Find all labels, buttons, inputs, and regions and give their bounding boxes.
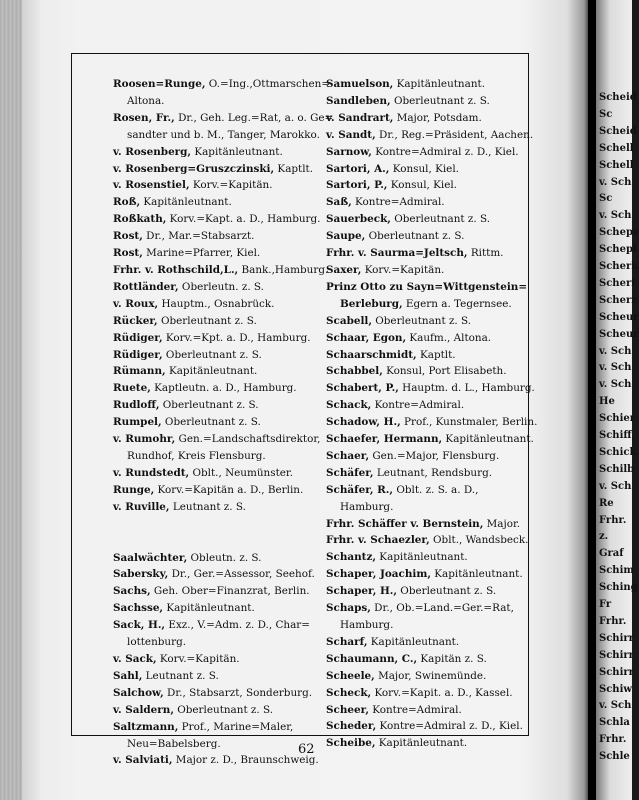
next-page-fragment: Scheid (599, 125, 637, 137)
entry-details: Hauptm. d. L., Hamburg. (398, 382, 535, 395)
entry-name: Rüdiger, (113, 348, 163, 361)
entry-name: Sahl, (113, 669, 143, 682)
directory-entry (326, 93, 526, 110)
entry-details: Korv.=Kapitän a. D., Berlin. (154, 483, 304, 496)
entry-details: O.=Ing.,Ottmarschen= (205, 78, 331, 90)
entry-name: Runge, (113, 483, 155, 496)
entry-details: lottenburg. (127, 636, 187, 649)
entry-details: Kontre=Admiral. (368, 703, 462, 716)
entry-details: Konsul, Port Elisabeth. (382, 365, 507, 378)
book-binding-edge (0, 0, 22, 800)
next-page-fragment: Scheri (599, 277, 636, 289)
entry-name: Frhr. v. Saurma=Jeltsch, (326, 247, 468, 260)
directory-entry (326, 499, 526, 516)
entry-name: v. Sandt, (326, 128, 376, 141)
entry-name: Rost, (113, 247, 143, 260)
entry-details: Kapitänleutnant. (165, 365, 258, 378)
entry-name: Scheck, (326, 686, 372, 699)
entry-name: Salchow, (113, 686, 164, 699)
directory-entry (113, 685, 318, 702)
entry-name: Saxer, (326, 263, 362, 276)
left-column (113, 76, 334, 769)
next-page-fragment: v. Sch (599, 700, 632, 712)
directory-entry (113, 245, 318, 262)
entry-details: Dr., Reg.=Präsident, Aachen. (375, 128, 534, 141)
directory-entry (113, 144, 318, 161)
next-page-fragment: Schla (599, 717, 630, 729)
directory-entry (113, 583, 318, 600)
entry-details: Hamburg. (340, 500, 394, 513)
entry-details: Major, Swinemünde. (374, 669, 487, 682)
next-page-edge (596, 0, 639, 800)
entry-details: Oberleutnant z. S. (390, 213, 491, 226)
entry-name: Saß, (326, 196, 352, 209)
entry-details: Rittm. (467, 247, 504, 260)
directory-entry (326, 516, 526, 533)
directory-entry (113, 702, 318, 719)
directory-entry (113, 347, 318, 364)
entry-name: v. Saldern, (113, 703, 174, 716)
entry-name: Saupe, (326, 230, 366, 243)
entry-details: Konsul, Kiel. (389, 162, 459, 175)
entry-details: Oberleutnant z. S. (159, 399, 259, 412)
directory-entry (113, 211, 321, 228)
next-page-fragment: z. (599, 531, 609, 543)
directory-entry (113, 482, 318, 499)
entry-name: Saalwächter, (113, 551, 188, 564)
directory-entry (326, 465, 526, 482)
entry-details: Gen.=Landschaftsdirektor, (175, 433, 321, 446)
directory-entry (113, 161, 318, 178)
entry-name: Prinz Otto zu Sayn=Wittgenstein= (326, 280, 528, 293)
entry-details: Geh. Ober=Finanzrat, Berlin. (150, 585, 310, 598)
entry-details: Kaptlt. (274, 162, 314, 175)
next-page-fragment: v. Sch (599, 480, 632, 492)
entry-details: Major, Potsdam. (393, 111, 482, 124)
next-page-fragment: Sching (599, 582, 638, 594)
next-page-fragment: Schell (599, 142, 634, 154)
entry-name: Scabell, (326, 314, 372, 327)
directory-entry (326, 532, 529, 549)
directory-entry (326, 735, 526, 752)
entry-name: Samuelson, (326, 78, 394, 90)
entry-details: Kaufm., Altona. (406, 331, 492, 344)
entry-name: Sachsse, (113, 602, 164, 615)
entry-name: Sabersky, (113, 568, 169, 581)
entry-details: Leutnant z. S. (142, 669, 219, 682)
entry-name: Schaps, (326, 602, 371, 615)
directory-entry (113, 228, 318, 245)
directory-entry (326, 245, 526, 262)
entry-name: Schaar, Egon, (326, 331, 407, 344)
directory-entry (326, 600, 526, 617)
directory-entry (113, 736, 318, 753)
entry-name: Sartori, A., (326, 162, 390, 175)
next-page-fragment: Frhr. (599, 615, 627, 627)
entry-details: Egern a. Tegernsee. (402, 297, 512, 310)
directory-entry (326, 177, 526, 194)
entry-details: Oberleutnant z. S. (371, 314, 472, 327)
entry-name: v. Rumohr, (113, 433, 176, 446)
directory-entry (326, 482, 526, 499)
entry-details: Korv.=Kapit. a. D., Kassel. (371, 686, 513, 699)
entry-name: Frhr. v. Rothschild,L., (113, 263, 239, 276)
entry-name: Schaefer, Hermann, (326, 433, 443, 446)
directory-entry (113, 668, 318, 685)
entry-details: Kapitänleutnant. (442, 433, 534, 446)
entry-name: Rüdiger, (113, 331, 163, 344)
directory-entry (113, 634, 318, 651)
directory-entry (326, 313, 526, 330)
entry-name: v. Rundstedt, (113, 466, 190, 479)
entry-details: Obleutn. z. S. (187, 551, 262, 564)
next-page-fragment: Schell (599, 159, 634, 171)
entry-details: Hamburg. (340, 619, 394, 631)
entry-name: Sandleben, (326, 94, 391, 107)
next-page-fragment: Schirr (599, 649, 634, 661)
entry-name: Roß, (113, 196, 141, 209)
entry-name: Schäfer, (326, 466, 374, 479)
directory-entry (326, 566, 526, 583)
directory-entry (113, 397, 318, 414)
entry-name: Schantz, (326, 551, 376, 564)
entry-details: Korv.=Kapitän. (156, 653, 240, 665)
entry-details: Prof., Kunstmaler, Berlin. (400, 416, 538, 429)
directory-entry (326, 380, 535, 397)
entry-name: Rottländer, (113, 280, 179, 293)
next-page-fragment: Graf (599, 548, 624, 560)
next-page-fragment: Schle (599, 751, 630, 763)
entry-details: Kontre=Admiral. (371, 399, 465, 412)
directory-entry (113, 465, 318, 482)
directory-entry (326, 431, 534, 448)
entry-name: Roosen=Runge, (113, 78, 206, 90)
entry-details: Oblt. z. S. a. D., (393, 483, 479, 496)
directory-entry (326, 262, 526, 279)
entry-name: v. Rosenberg, (113, 145, 192, 158)
entry-name: v. Roux, (113, 297, 159, 310)
entry-name: v. Sandrart, (326, 111, 394, 124)
entry-name: Schaer, (326, 449, 370, 462)
directory-entry (113, 600, 318, 617)
directory-entry (113, 279, 318, 296)
entry-details: Rundhof, Kreis Flensburg. (127, 449, 266, 462)
page-number: 62 (298, 742, 315, 757)
entry-name: v. Sack, (113, 653, 157, 665)
directory-entry (326, 279, 526, 296)
next-page-fragment: Scheur (599, 311, 639, 323)
entry-details: Kaptlt. (416, 348, 456, 361)
next-page-fragment: Schepe (599, 227, 639, 239)
directory-entry (326, 211, 526, 228)
next-page-fragment: Schick (599, 446, 637, 458)
entry-name: Schaumann, C., (326, 652, 418, 665)
directory-entry (113, 431, 321, 448)
entry-name: Schadow, H., (326, 416, 401, 429)
entry-name: Sartori, P., (326, 179, 388, 192)
next-page-fragment: Schepl (599, 244, 637, 256)
entry-details: Oberleutnant z. S. (173, 703, 274, 716)
entry-details: Kontre=Admiral z. D., Kiel. (371, 145, 519, 158)
directory-entry (326, 397, 526, 414)
directory-entry (113, 330, 318, 347)
entry-details: Major. (483, 517, 521, 530)
next-page-fragment: Sc (599, 193, 613, 205)
next-page-fragment: Schim (599, 565, 634, 577)
next-page-fragment: Frhr. (599, 514, 627, 526)
next-page-fragment: Sc (599, 108, 613, 120)
entry-name: Scheder, (326, 720, 377, 733)
entry-name: Frhr. Schäffer v. Bernstein, (326, 517, 484, 530)
directory-entry (113, 363, 318, 380)
entry-details: Kapitänleutnant. (163, 602, 255, 615)
directory-entry (113, 414, 318, 431)
next-page-fragment: Scherk (599, 261, 639, 272)
next-page-fragment: Schilb (599, 463, 635, 475)
right-column (326, 76, 538, 752)
directory-entry (113, 110, 334, 127)
entry-name: Schaarschmidt, (326, 348, 417, 361)
entry-details: Major z. D., Braunschweig. (172, 754, 319, 767)
directory-entry (113, 93, 318, 110)
entry-details: Oberleutnant z. S. (157, 314, 257, 327)
directory-entry (326, 347, 526, 364)
entry-name: v. Ruville, (113, 500, 170, 513)
entry-details: Kapitänleutnant. (375, 737, 468, 750)
entry-details: Kontre=Admiral z. D., Kiel. (376, 720, 523, 733)
directory-entry (326, 161, 526, 178)
entry-details: Korv.=Kapt. a. D., Hamburg. (166, 213, 321, 226)
entry-details: Korv.=Kpt. a. D., Hamburg. (162, 331, 311, 344)
directory-entry (326, 617, 526, 634)
entry-details: Kapitänleutnant. (430, 568, 523, 581)
entry-details: Kapitänleutnant. (376, 551, 468, 564)
entry-details: Kapitänleutnant. (367, 635, 460, 648)
entry-name: Schabert, P., (326, 382, 399, 395)
entry-name: Rumpel, (113, 416, 162, 429)
next-page-fragment: v. Sch (599, 345, 632, 357)
entry-details: Hauptm., Osnabrück. (158, 297, 275, 310)
directory-entry (326, 127, 534, 144)
entry-name: Berleburg, (340, 297, 403, 310)
entry-name: Sack, H., (113, 619, 166, 632)
next-page-fragment: v. Sch (599, 362, 632, 374)
directory-entry (113, 76, 331, 93)
next-page-fragment: Schirr (599, 666, 634, 678)
entry-details: Oberleutnant z. S. (365, 230, 465, 243)
entry-details: Oblt., Neumünster. (189, 466, 294, 479)
directory-entry (326, 634, 526, 651)
entry-details: Marine=Pfarrer, Kiel. (142, 247, 261, 260)
entry-name: Rost, (113, 230, 143, 243)
next-page-fragment: v. Sch (599, 379, 632, 391)
entry-name: Ruete, (113, 382, 151, 395)
directory-entry (113, 296, 318, 313)
directory-entry (326, 668, 526, 685)
next-page-fragment: Schiff, (599, 430, 636, 441)
directory-entry (113, 448, 318, 465)
entry-details: Prof., Marine=Maler, (178, 720, 294, 733)
entry-details: Dr., Geh. Leg.=Rat, a. o. Ge= (174, 111, 334, 124)
entry-details: Oberleutnant z. S. (162, 348, 262, 361)
entry-details: Kapitänleutnant. (140, 196, 232, 209)
entry-name: Schäfer, R., (326, 483, 394, 496)
next-page-fragment: v. Sch (599, 210, 632, 222)
directory-entry (326, 414, 538, 431)
entry-name: Scheele, (326, 669, 375, 682)
next-page-fragment: v. Sch (599, 176, 632, 188)
entry-name: v. Rosenberg=Gruszczinski, (113, 162, 275, 175)
entry-details: Dr., Stabsarzt, Sonderburg. (163, 686, 313, 699)
directory-entry (113, 550, 318, 567)
entry-details: Korv.=Kapitän. (361, 263, 445, 276)
entry-details: Konsul, Kiel. (387, 179, 457, 192)
directory-entry (326, 144, 526, 161)
next-page-fragment: He (599, 396, 615, 408)
entry-details: Altona. (127, 94, 165, 107)
directory-entry (326, 583, 526, 600)
directory-entry (326, 194, 526, 211)
entry-name: Schabbel, (326, 365, 383, 378)
entry-details: Oberleutnant z. S. (161, 416, 261, 429)
directory-entry (326, 549, 526, 566)
directory-entry (113, 262, 329, 279)
directory-entry (326, 76, 526, 93)
entry-name: v. Salviati, (113, 754, 173, 767)
next-page-fragment: Schier (599, 413, 636, 425)
next-page-fragment: Scherz (599, 294, 637, 306)
next-page-fragment: Fr (599, 599, 612, 610)
entry-details: Kaptleutn. a. D., Hamburg. (150, 382, 297, 395)
entry-name: Schaper, Joachim, (326, 568, 431, 581)
directory-entry (113, 651, 318, 668)
entry-name: Scheer, (326, 703, 369, 716)
directory-entry (326, 718, 526, 735)
entry-name: Scheibe, (326, 737, 376, 750)
directory-entry (326, 296, 526, 313)
entry-details: Dr., Mar.=Stabsarzt. (142, 230, 255, 243)
directory-entry (113, 177, 318, 194)
directory-entry (113, 719, 318, 736)
entry-name: Schack, (326, 399, 372, 412)
directory-entry (113, 194, 318, 211)
directory-entry (326, 110, 526, 127)
next-page-fragment: Frhr. (599, 734, 627, 746)
entry-details: Kontre=Admiral. (351, 196, 445, 209)
entry-details: Korv.=Kapitän. (189, 179, 273, 192)
entry-name: Frhr. v. Schaezler, (326, 534, 430, 547)
book-gutter (588, 0, 596, 800)
entry-details: Kapitänleutnant. (191, 145, 283, 158)
entry-name: Sarnow, (326, 145, 372, 158)
directory-entry (326, 702, 526, 719)
next-page-fragment: Schirr (599, 632, 634, 644)
entry-name: Rudloff, (113, 399, 160, 412)
directory-entry (326, 448, 526, 465)
directory-entry (326, 363, 526, 380)
directory-entry (113, 617, 318, 634)
directory-entry (113, 566, 318, 583)
entry-name: Rümann, (113, 365, 166, 378)
entry-details: Bank.,Hamburg. (238, 263, 329, 276)
entry-details: Kapitän z. S. (417, 652, 487, 665)
entry-details: Dr., Ger.=Assessor, Seehof. (168, 568, 315, 581)
entry-name: Schaper, H., (326, 585, 397, 598)
entry-details: Leutnant z. S. (169, 500, 246, 513)
entry-details: Dr., Ob.=Land.=Ger.=Rat, (370, 602, 514, 615)
entry-name: Rosen, Fr., (113, 111, 175, 124)
directory-entry (326, 330, 526, 347)
directory-entry (113, 127, 318, 144)
directory-entry (113, 752, 318, 769)
entry-details: Oberleutn. z. S. (178, 280, 264, 293)
directory-entry (326, 228, 526, 245)
entry-name: v. Rosenstiel, (113, 179, 190, 192)
entry-name: Sachs, (113, 585, 151, 598)
entry-details: Neu=Babelsberg. (127, 737, 221, 750)
entry-details: Oberleutnant z. S. (397, 585, 497, 598)
directory-entry (113, 499, 318, 516)
directory-entry (326, 685, 526, 702)
entry-name: Rücker, (113, 314, 158, 327)
directory-entry (113, 313, 318, 330)
entry-details: Oblt., Wandsbeck. (429, 534, 529, 547)
directory-entry (113, 380, 318, 397)
entry-details: Gen.=Major, Flensburg. (369, 449, 500, 462)
entry-details: Kapitänleutnant. (393, 78, 485, 90)
next-page-fragment: Re (599, 497, 614, 509)
entry-name: Sauerbeck, (326, 213, 391, 226)
entry-details: Oberleutnant z. S. (390, 94, 490, 107)
next-page-fragment: Scheid (599, 92, 637, 103)
next-page-fragment: Schiw (599, 683, 632, 695)
entry-details: Leutnant, Rendsburg. (373, 466, 493, 479)
entry-name: Saltzmann, (113, 720, 179, 733)
entry-name: Scharf, (326, 635, 368, 648)
directory-entry (326, 651, 526, 668)
entry-name: Roßkath, (113, 213, 167, 226)
entry-details: sandter und b. M., Tanger, Marokko. (127, 128, 320, 141)
entry-details: Exz., V.=Adm. z. D., Char= (165, 619, 310, 632)
next-page-fragment: Scheur (599, 328, 639, 340)
